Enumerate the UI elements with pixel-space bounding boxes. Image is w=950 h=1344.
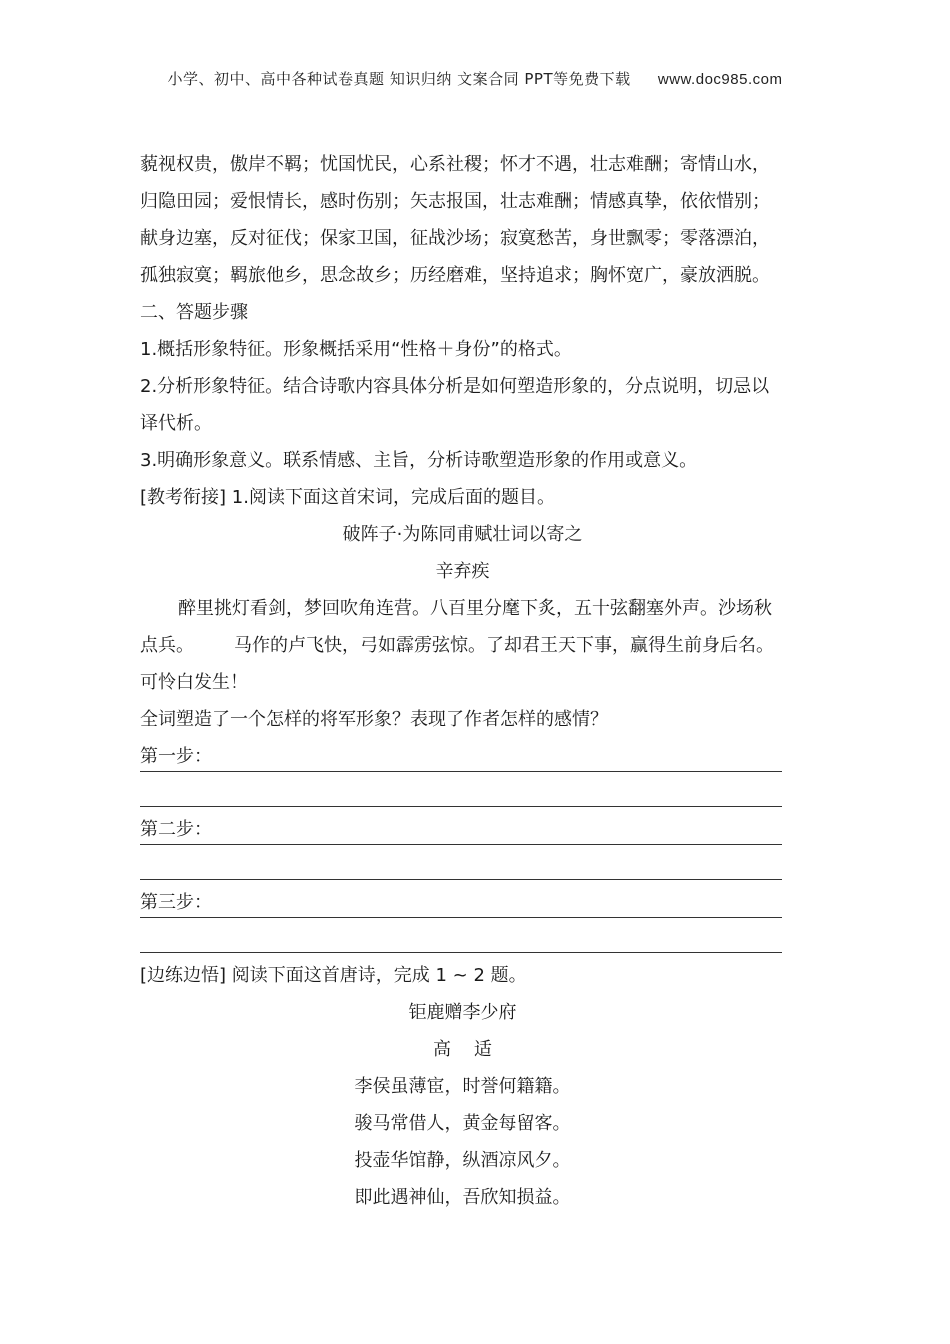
poem-author: 辛弃疾 [435, 561, 490, 582]
answer-label: 第一步： [140, 746, 212, 767]
paragraph-line: 归隐田园；爱恨情长，感时伤别；矢志报国，壮志难酬；情感真挚，依依惜别； [140, 191, 770, 212]
question-text: 全词塑造了一个怎样的将军形象？表现了作者怎样的感情？ [140, 709, 608, 730]
answer-line-step1[interactable] [140, 738, 812, 775]
poem-author: 高 适 [433, 1039, 492, 1060]
answer-blank-line[interactable] [140, 921, 812, 957]
poem-line: 投壶华馆静，纵酒凉风夕。 [354, 1150, 571, 1171]
answer-label: 第三步： [140, 892, 212, 913]
paragraph-line: 藐视权贵，傲岸不羁；忧国忧民，心系社稷；怀才不遇，壮志难酬；寄情山水， [140, 154, 770, 175]
section-heading: 二、答题步骤 [140, 302, 248, 323]
page-header [0, 68, 950, 89]
paragraph-line: 孤独寂寞；羁旅他乡，思念故乡；历经磨难，坚持追求；胸怀宽广，豪放洒脱。 [140, 265, 770, 286]
poem-line: 骏马常借人，黄金每留客。 [354, 1113, 571, 1134]
poem-line: 李侯虽薄宦，时誉何籍籍。 [354, 1076, 571, 1097]
poem-line: 即此遇神仙，吾欣知损益。 [354, 1187, 571, 1208]
exercise-heading: [边练边悟] 阅读下面这首唐诗，完成 1 ~ 2 题。 [140, 965, 527, 986]
answer-line-step3[interactable] [140, 884, 812, 921]
poem-text: 可怜白发生！ [140, 672, 248, 693]
answer-label: 第二步： [140, 819, 212, 840]
step-item: 译代析。 [140, 413, 212, 434]
poem-text: 醉里挑灯看剑，梦回吹角连营。八百里分麾下炙，五十弦翻塞外声。沙场秋 [178, 598, 772, 619]
document-body [140, 146, 812, 1216]
step-item: 3.明确形象意义。联系情感、主旨，分析诗歌塑造形象的作用或意义。 [140, 450, 698, 471]
exercise-heading: [教考衔接] 1.阅读下面这首宋词，完成后面的题目。 [140, 487, 555, 508]
step-item: 1.概括形象特征。形象概括采用“性格＋身份”的格式。 [140, 339, 572, 360]
poem-text: 点兵。 马作的卢飞快，弓如霹雳弦惊。了却君王天下事，赢得生前身后名。 [140, 635, 775, 656]
header-text: 小学、初中、高中各种试卷真题 知识归纳 文案合同 PPT等免费下载 [167, 70, 631, 88]
header-url[interactable]: www.doc985.com [657, 71, 783, 88]
poem-title: 钜鹿赠李少府 [408, 1002, 517, 1023]
paragraph-line: 献身边塞，反对征伐；保家卫国，征战沙场；寂寞愁苦，身世飘零；零落漂泊， [140, 228, 770, 249]
answer-blank-line[interactable] [140, 848, 812, 884]
step-item: 2.分析形象特征。结合诗歌内容具体分析是如何塑造形象的，分点说明，切忌以 [140, 376, 770, 397]
poem-title: 破阵子·为陈同甫赋壮词以寄之 [342, 524, 583, 545]
answer-line-step2[interactable] [140, 811, 812, 848]
answer-blank-line[interactable] [140, 775, 812, 811]
